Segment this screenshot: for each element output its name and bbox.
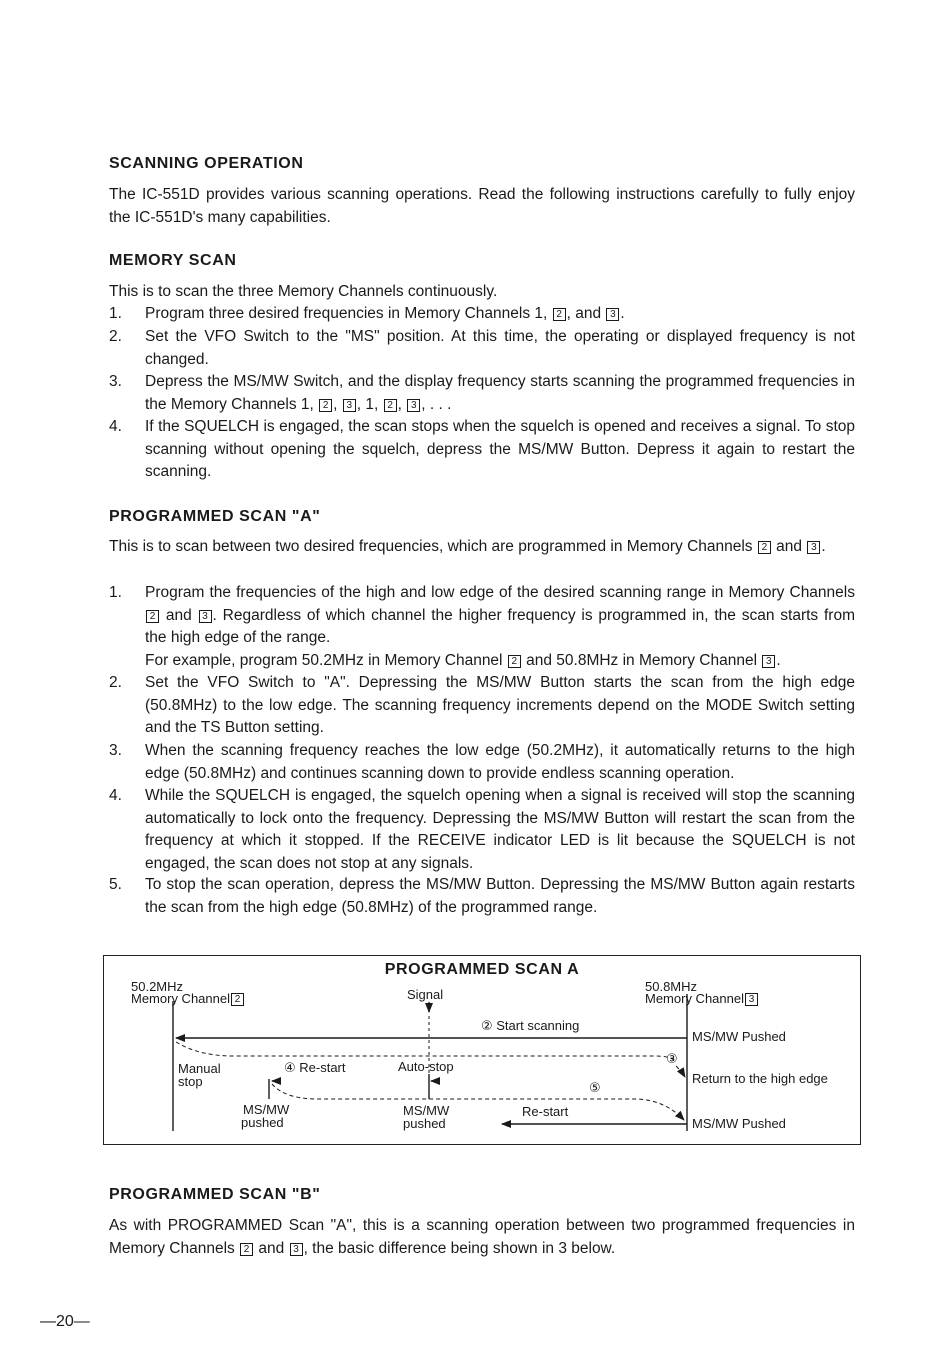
step-text: To stop the scan operation, depress the MS/MW Button. Depressing the MS/MW Button again restarts the scan from the high edge (50.8MHz) of the programmed range. (145, 876, 855, 916)
channel-3-box: 3 (606, 308, 619, 321)
ms-mw-mid-label: MS/MW (403, 1103, 450, 1118)
step-text: While the SQUELCH is engaged, the squelch opening when a signal is received will stop the scanning automatically to lock onto the frequency. Depressing the MS/MW Button will restart the scan from the frequency at which it stopped. If the RECEIVE indicator LED is lit because the SQUELCH is not engaged, the scan does not stop at any signals. (145, 787, 855, 872)
step-number: 1. (109, 305, 122, 322)
channel-2-box: 2 (231, 993, 244, 1006)
text-part: Program the frequencies of the high and low edge of the desired scanning range in Memory Channels (145, 584, 855, 601)
pushed-left-label: pushed (241, 1115, 284, 1130)
channel-2-box: 2 (758, 541, 771, 554)
diagram-title: PROGRAMMED SCAN A (384, 961, 580, 978)
step-number: 3. (109, 742, 122, 759)
step-number: 4. (109, 787, 122, 804)
channel-2-box: 2 (319, 399, 332, 412)
circle-5-label: ⑤ (589, 1080, 601, 1095)
text-part: , the basic difference being shown in 3 below. (303, 1239, 616, 1257)
manual-label: Manual (178, 1061, 221, 1076)
step-number: 5. (109, 876, 122, 893)
channel-2-box: 2 (553, 308, 566, 321)
programmed-scan-a-step-2 (109, 672, 855, 740)
ms-mw-pushed-bottom-label: MS/MW Pushed (692, 1116, 786, 1131)
start-scanning-label: ② Start scanning (481, 1018, 580, 1033)
low-freq-label: 50.2MHz (131, 979, 184, 994)
channel-3-box: 3 (807, 541, 820, 554)
channel-label-text: Memory Channel (645, 991, 744, 1006)
return-dashed-path (176, 1042, 674, 1060)
programmed-scan-a-intro (109, 536, 855, 559)
text-part: and (254, 1239, 289, 1257)
scanning-intro: The IC-551D provides various scanning operations. Read the following instructions carefully to fully enjoy the IC-551D's many capabilities. (109, 186, 855, 226)
channel-3-box: 3 (290, 1243, 303, 1256)
step-text: Set the VFO Switch to the "MS" position. At this time, the operating or displayed frequency is not changed. (145, 328, 855, 368)
text-part: , (333, 395, 342, 413)
text-part: , and (566, 305, 606, 322)
channel-2-box: 2 (146, 610, 159, 623)
channel-label-text: Memory Channel (131, 991, 230, 1006)
circle-3-label: ③ (666, 1051, 678, 1066)
text-part: Program three desired frequencies in Memory Channels 1, (145, 305, 552, 322)
programmed-scan-a-step-5 (109, 874, 855, 919)
step-text: If the SQUELCH is engaged, the scan stops when the squelch is opened and receives a signal. To stop scanning without opening the squelch, depress the MS/MW Button. Depress it again to restart the scanning. (145, 418, 855, 481)
return-to-high-arrow (676, 1066, 685, 1077)
programmed-scan-b-intro (109, 1215, 855, 1260)
channel-2-box: 2 (240, 1243, 253, 1256)
memory-scan-step-4 (109, 416, 855, 484)
text-part: For example, program 50.2MHz in Memory Channel (145, 651, 507, 669)
memory-scan-step-3 (109, 371, 855, 416)
channel-3-box: 3 (762, 655, 775, 668)
stop-label: stop (178, 1074, 203, 1089)
programmed-scan-a-step-3 (109, 740, 855, 785)
memory-scan-intro: This is to scan the three Memory Channels continuously. (109, 283, 498, 300)
return-high-label: Return to the high edge (692, 1071, 828, 1086)
text-part: and 50.8MHz in Memory Channel (521, 651, 762, 669)
restart-label: Re-start (522, 1104, 569, 1119)
channel-2-box: 2 (508, 655, 521, 668)
text-part: This is to scan between two desired frequencies, which are programmed in Memory Channels (109, 538, 757, 555)
text-part: Depress the MS/MW Switch, and the display frequency starts scanning the programmed frequencies in the Memory Channels 1, (145, 373, 855, 413)
memory-scan-step-1 (109, 303, 855, 326)
step-number: 3. (109, 373, 122, 390)
pushed-mid-label: pushed (403, 1116, 446, 1131)
dashed-path-5 (272, 1084, 684, 1120)
channel-2-box: 2 (384, 399, 397, 412)
text-part: As with PROGRAMMED Scan "A", this is a scanning operation between two programmed frequencies in Memory Channels (109, 1217, 855, 1257)
text-part: , (397, 395, 407, 413)
channel-3-box: 3 (407, 399, 420, 412)
text-part: . Regardless of which channel the higher frequency is programmed in, the scan starts from the high edge of the range. (145, 606, 855, 647)
section-heading-programmed-scan-a: PROGRAMMED SCAN "A" (109, 508, 321, 525)
text-part: . (821, 538, 826, 555)
channel-3-box: 3 (199, 610, 212, 623)
text-part: and (771, 538, 807, 555)
memory-scan-step-2 (109, 326, 855, 371)
programmed-scan-a-step-1 (109, 582, 855, 672)
text-part: . (776, 651, 781, 669)
step-text (145, 303, 855, 326)
high-channel-label (645, 992, 759, 1006)
text-part: , . . . (421, 395, 452, 413)
low-channel-label (131, 992, 245, 1006)
text-part: and (160, 606, 198, 624)
auto-stop-label: Auto-stop (398, 1059, 454, 1074)
channel-3-box: 3 (745, 993, 758, 1006)
text-part: . (620, 305, 625, 322)
section-heading-programmed-scan-b: PROGRAMMED SCAN "B" (109, 1186, 321, 1203)
programmed-scan-a-diagram (103, 955, 861, 1145)
channel-3-box: 3 (343, 399, 356, 412)
step-example (145, 650, 855, 673)
step-text: Set the VFO Switch to "A". Depressing the MS/MW Button starts the scan from the high edge (50.8MHz) to the low edge. The scanning frequency increments depend on the MODE Switch setting and the TS Button setting. (145, 674, 855, 737)
ms-mw-pushed-top-label: MS/MW Pushed (692, 1029, 786, 1044)
programmed-scan-a-step-4 (109, 785, 855, 875)
section-heading-scanning-operation: SCANNING OPERATION (109, 155, 304, 172)
text-part: , 1, (356, 395, 383, 413)
step-number: 1. (109, 584, 122, 601)
page-number: —20— (40, 1313, 90, 1330)
signal-label: Signal (407, 987, 444, 1002)
step-text: When the scanning frequency reaches the low edge (50.2MHz), it automatically returns to the high edge (50.8MHz) and continues scanning down to provide endless scanning operation. (145, 742, 855, 782)
step-number: 2. (109, 674, 122, 691)
step-number: 4. (109, 418, 122, 435)
step-text (145, 582, 855, 650)
restart-4-label: ④ Re-start (284, 1060, 346, 1075)
section-heading-memory-scan: MEMORY SCAN (109, 252, 237, 269)
step-number: 2. (109, 328, 122, 345)
step-text (145, 371, 855, 416)
ms-mw-left-label: MS/MW (243, 1102, 290, 1117)
high-freq-label: 50.8MHz (645, 979, 698, 994)
